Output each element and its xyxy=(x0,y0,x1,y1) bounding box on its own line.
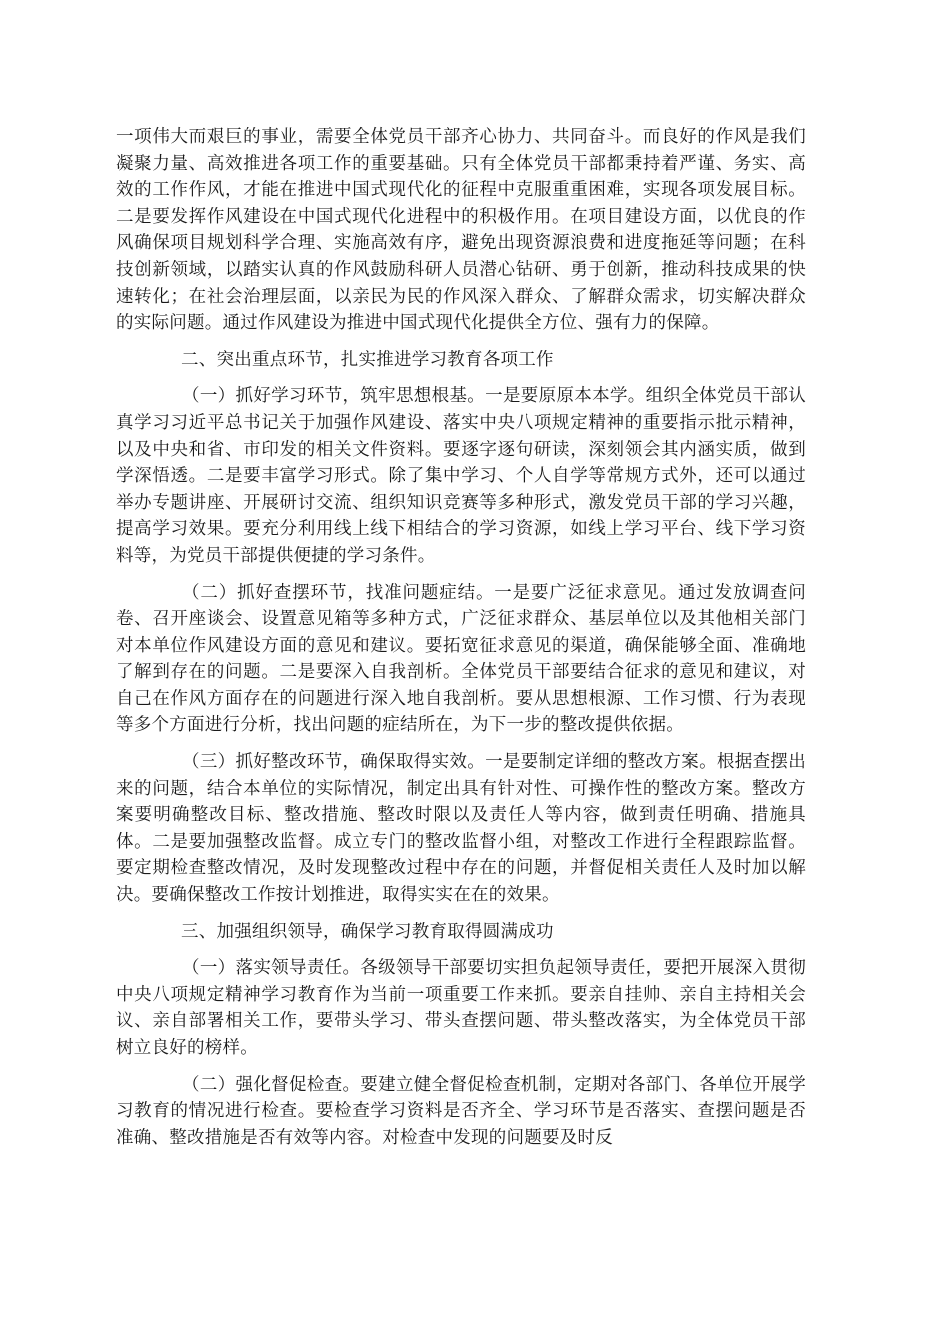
paragraph-3-1: （一）落实领导责任。各级领导干部要切实担负起领导责任，要把开展深入贯彻中央八项规定精神学习教育作为当前一项重要工作来抓。要亲自挂帅、亲自主持相关会议、亲自部署相关工作，要带头学习、带头查摆问题、带头整改落实，为全体党员干部树立良好的榜样。 xyxy=(116,958,806,1058)
paragraph-2-1: （一）抓好学习环节，筑牢思想根基。一是要原原本本学。组织全体党员干部认真学习习近平总书记关于加强作风建设、落实中央八项规定精神的重要指示批示精神，以及中央和省、市印发的相关文件资料。要逐字逐句研读，深刻领会其内涵实质，做到学深悟透。二是要丰富学习形式。除了集中学习、个人自学等常规方式外，还可以通过举办专题讲座、开展研讨交流、组织知识竞赛等多种形式，激发党员干部的学习兴趣，提高学习效果。要充分利用线上线下相结合的学习资源，如线上学习平台、线下学习资料等，为党员干部提供便捷的学习条件。 xyxy=(116,386,806,566)
section-heading-2: 二、突出重点环节，扎实推进学习教育各项工作 xyxy=(181,349,554,370)
document-page xyxy=(116,124,806,1161)
paragraph-3-2: （二）强化督促检查。要建立健全督促检查机制，定期对各部门、各单位开展学习教育的情况进行检查。要检查学习资料是否齐全、学习环节是否落实、查摆问题是否准确、整改措施是否有效等内容。对检查中发现的问题要及时反 xyxy=(116,1074,806,1148)
paragraph-2-2: （二）抓好查摆环节，找准问题症结。一是要广泛征求意见。通过发放调查问卷、召开座谈会、设置意见箱等多种方式，广泛征求群众、基层单位以及其他相关部门对本单位作风建设方面的意见和建议。要拓宽征求意见的渠道，确保能够全面、准确地了解到存在的问题。二是要深入自我剖析。全体党员干部要结合征求的意见和建议，对自己在作风方面存在的问题进行深入地自我剖析。要从思想根源、工作习惯、行为表现等多个方面进行分析，找出问题的症结所在，为下一步的整改提供依据。 xyxy=(116,582,806,736)
paragraph-continuation: 一项伟大而艰巨的事业，需要全体党员干部齐心协力、共同奋斗。而良好的作风是我们凝聚力量、高效推进各项工作的重要基础。只有全体党员干部都秉持着严谨、务实、高效的工作作风，才能在推进中国式现代化的征程中克服重重困难，实现各项发展目标。二是要发挥作风建设在中国式现代化进程中的积极作用。在项目建设方面，以优良的作风确保项目规划科学合理、实施高效有序，避免出现资源浪费和进度拖延等问题；在科技创新领域，以踏实认真的作风鼓励科研人员潜心钻研、勇于创新，推动科技成果的快速转化；在社会治理层面，以亲民为民的作风深入群众、了解群众需求，切实解决群众的实际问题。通过作风建设为推进中国式现代化提供全方位、强有力的保障。 xyxy=(116,127,806,334)
section-heading-3: 三、加强组织领导，确保学习教育取得圆满成功 xyxy=(181,921,554,942)
paragraph-2-3: （三）抓好整改环节，确保取得实效。一是要制定详细的整改方案。根据查摆出来的问题，结合本单位的实际情况，制定出具有针对性、可操作性的整改方案。整改方案要明确整改目标、整改措施、整改时限以及责任人等内容，做到责任明确、措施具体。二是要加强整改监督。成立专门的整改监督小组，对整改工作进行全程跟踪监督。要定期检查整改情况，及时发现整改过程中存在的问题，并督促相关责任人及时加以解决。要确保整改工作按计划推进，取得实实在在的效果。 xyxy=(116,752,806,906)
